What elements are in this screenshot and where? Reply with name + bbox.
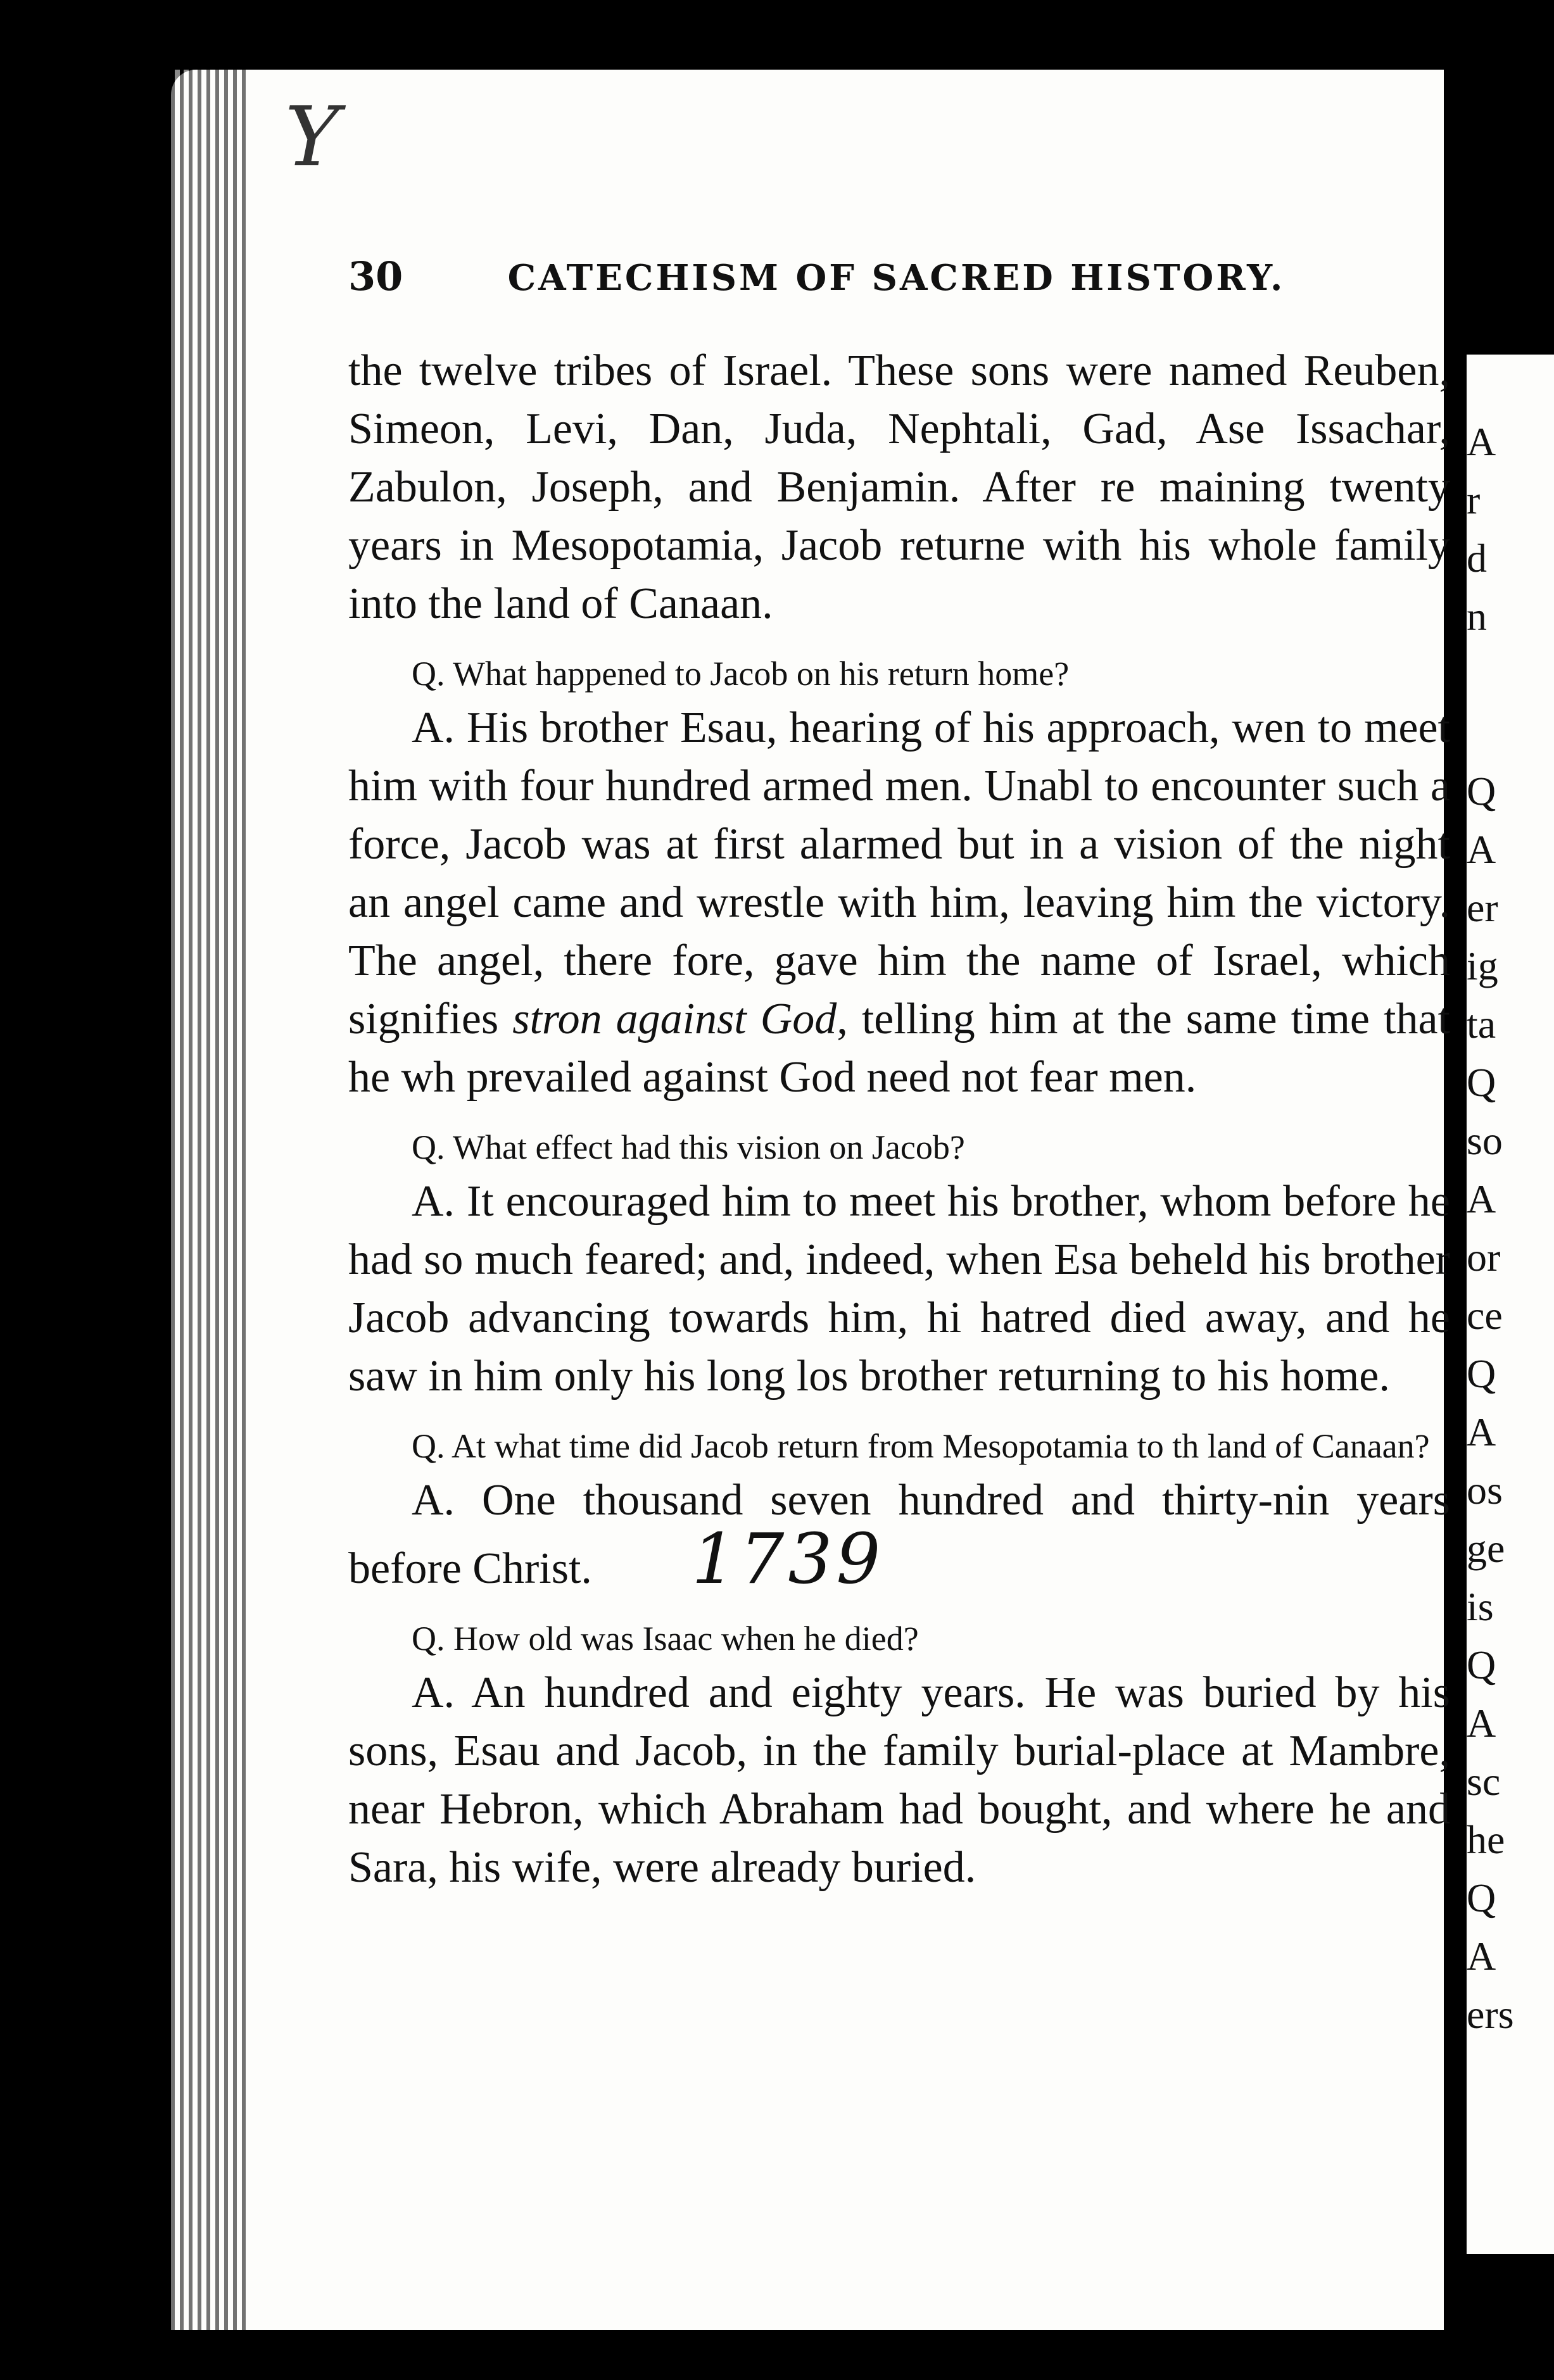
answer-text: One thousand seven hundred and thirty-nin years before Christ. [348, 1476, 1450, 1593]
question-4: Q. How old was Isaac when he died? [412, 1620, 919, 1658]
question-1: Q. What happened to Jacob on his return home? [412, 655, 1070, 693]
fragment-line: Q [1467, 1875, 1496, 1920]
pencil-mark: Y [285, 89, 339, 185]
answer-label: A. [412, 1476, 455, 1525]
running-title: CATECHISM OF SACRED HISTORY. [507, 257, 1286, 299]
answer-label: A. [412, 1668, 455, 1717]
fragment-line: ge [1467, 1526, 1505, 1571]
fragment-line: A [1467, 1701, 1496, 1746]
fragment-line: Q [1467, 1642, 1496, 1687]
fragment-line: A [1467, 1176, 1496, 1221]
fragment-line: so [1467, 1118, 1503, 1163]
handwritten-year: 1739 [692, 1518, 885, 1599]
fragment-line: A [1467, 419, 1496, 464]
fragment-line: n [1467, 594, 1487, 639]
fragment-line: r [1467, 477, 1481, 522]
fragment-line: Q [1467, 1060, 1496, 1105]
answer-text: It encouraged him to meet his brother, whom before he had so much feared; and, indeed, when Esa beheld his brother Jacob advancing towards him, hi hatred died away, and he saw in him only his long los brother returning to his home. [348, 1177, 1450, 1401]
fragment-line [1467, 704, 1554, 762]
answer-2 [348, 1173, 1450, 1406]
fragment-line: ta [1467, 1002, 1496, 1047]
answer-label: A. [412, 703, 455, 752]
fragment-line: is [1467, 1584, 1494, 1629]
fragment-line: A [1467, 1934, 1496, 1979]
answer-text: An hundred and eighty years. He was buried by his sons, Esau and Jacob, in the family burial-place at Mambre, near Hebron, which Abraham had bought, and where he and Sara, his wife, were already buried. [348, 1668, 1450, 1892]
answer-label: A. [412, 1177, 455, 1226]
fragment-line: Q [1467, 1351, 1496, 1396]
fragment-line: ce [1467, 1293, 1503, 1338]
running-header [348, 253, 1491, 299]
fragment-line [1467, 646, 1554, 704]
adjacent-page-fragments [1467, 355, 1554, 2254]
page-body [348, 342, 1450, 1897]
fragment-line: os [1467, 1468, 1503, 1513]
fragment-line: ig [1467, 943, 1498, 988]
answer-3 [348, 1471, 1450, 1598]
page-gutter-edge [171, 70, 247, 2330]
answer-text: His brother Esau, hearing of his approach, wen to meet him with four hundred armed men. Unabl to encounter such a force, Jacob was at first alarmed but in a vision of the night an angel came and wrestle with him, leaving him the victory. The angel, there fore, gave him the name of Israel, which signifies [348, 703, 1450, 1043]
fragment-line: he [1467, 1817, 1505, 1862]
answer-4 [348, 1664, 1450, 1897]
fragment-line: d [1467, 536, 1487, 581]
answer-1 [348, 699, 1450, 1107]
fragment-line: or [1467, 1235, 1501, 1280]
answer-italic: stron against God [512, 995, 837, 1043]
opening-paragraph: the twelve tribes of Israel. These sons were named Reuben, Simeon, Levi, Dan, Juda, Nephtali, Gad, Ase Issachar, Zabulon, Joseph, and Benjamin. After re maining twenty years in Mesopotamia, Jacob returne with his whole family into the land of Canaan. [348, 346, 1450, 628]
fragment-line: Q [1467, 769, 1496, 814]
fragment-line: A [1467, 1409, 1496, 1454]
fragment-line: sc [1467, 1759, 1501, 1804]
fragment-line: A [1467, 827, 1496, 872]
question-3: Q. At what time did Jacob return from Mesopotamia to th land of Canaan? [412, 1427, 1430, 1465]
page-number: 30 [348, 253, 403, 299]
question-2: Q. What effect had this vision on Jacob? [412, 1128, 965, 1166]
fragment-line: ers [1467, 1992, 1514, 2037]
fragment-line: er [1467, 885, 1498, 930]
answer-text-cont: , telling him at the same time that he wh prevailed against God need not fear men. [348, 995, 1450, 1102]
fragment-line [1467, 355, 1554, 413]
